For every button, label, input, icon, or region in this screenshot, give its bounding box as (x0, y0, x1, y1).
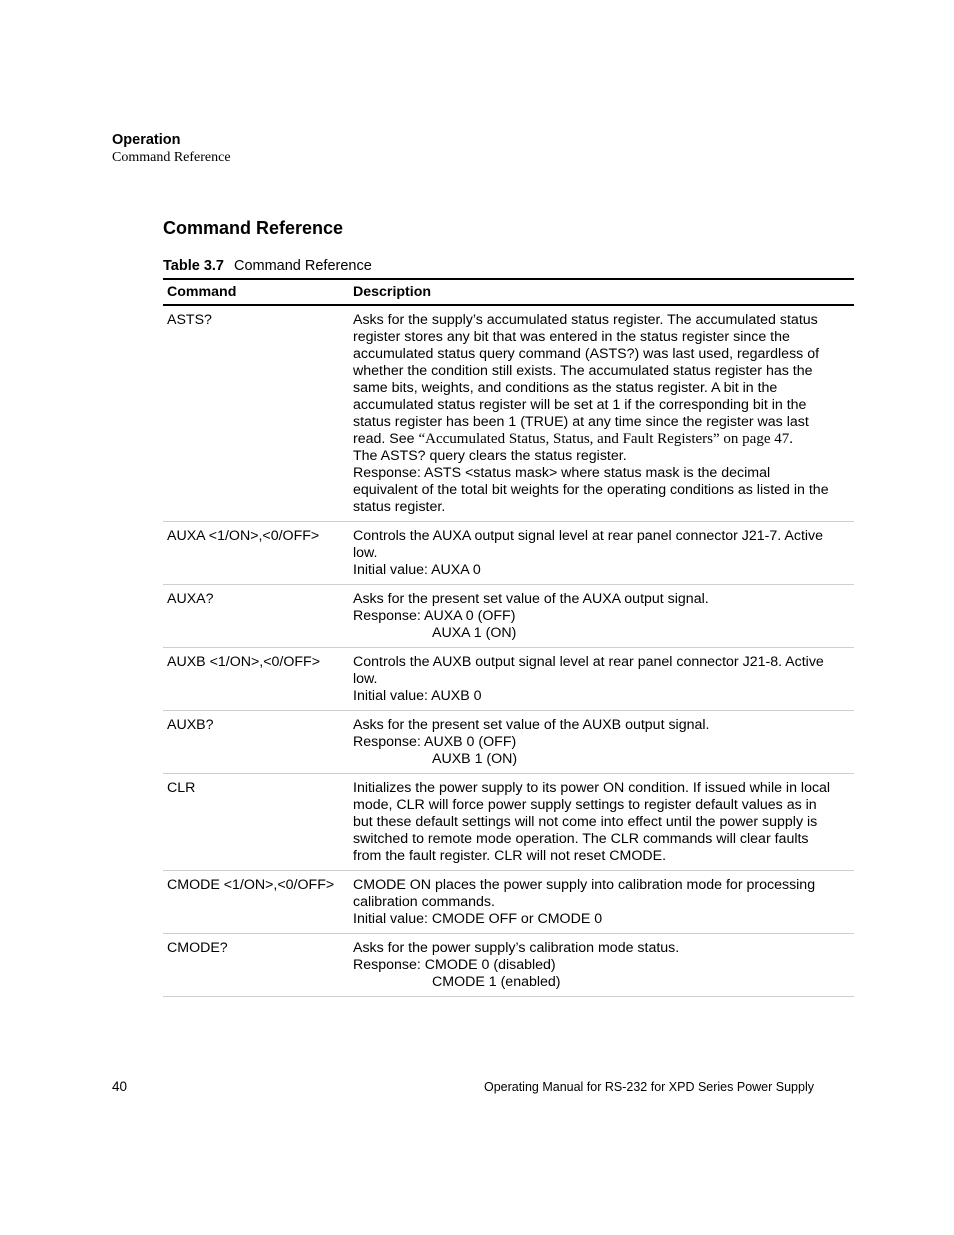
cross-reference-link[interactable]: “Accumulated Status, Status, and Fault Registers” on page 47. (418, 431, 793, 447)
description-line: Response: ASTS <status mask> where status mask is the decimal (353, 465, 771, 481)
description-line: but these default settings will not come into effect until the power supply is (353, 814, 818, 830)
description-line: Asks for the present set value of the AUXB output signal. (353, 717, 710, 733)
table-row (163, 648, 854, 711)
description-line: accumulated status register will be set at 1 if the corresponding bit in the (353, 397, 807, 413)
table-body (163, 305, 854, 997)
table-header-row (163, 279, 854, 305)
header-description: Description (349, 279, 854, 305)
description-cell (349, 305, 854, 522)
description-line: Response: AUXA 0 (OFF) (353, 608, 516, 624)
description-line: status register. (353, 499, 446, 515)
description-line: Initializes the power supply to its power ON condition. If issued while in local (353, 780, 831, 796)
table-row (163, 934, 854, 997)
description-cell (349, 522, 854, 585)
command-cell: ASTS? (163, 305, 349, 522)
description-line (353, 431, 850, 448)
description-line: Asks for the supply’s accumulated status register. The accumulated status (353, 312, 818, 328)
description-cell (349, 871, 854, 934)
description-line: Initial value: AUXB 0 (353, 688, 482, 704)
description-line: Initial value: AUXA 0 (353, 562, 481, 578)
description-line: Controls the AUXA output signal level at rear panel connector J21-7. Active (353, 528, 824, 544)
command-table (163, 278, 854, 997)
table-row (163, 711, 854, 774)
description-line: same bits, weights, and conditions as the status register. A bit in the (353, 380, 778, 396)
table-number: Table 3.7 (163, 258, 224, 274)
description-line: status register has been 1 (TRUE) at any time since the register was last (353, 414, 809, 430)
command-cell: AUXA <1/ON>,<0/OFF> (163, 522, 349, 585)
footer-title: Operating Manual for RS-232 for XPD Series Power Supply (483, 1080, 814, 1094)
description-line: Response: CMODE 0 (disabled) (353, 957, 556, 973)
description-line: Controls the AUXB output signal level at rear panel connector J21-8. Active (353, 654, 824, 670)
description-line: calibration commands. (353, 894, 495, 910)
description-line: Initial value: CMODE OFF or CMODE 0 (353, 911, 603, 927)
command-cell: CMODE? (163, 934, 349, 997)
description-cell (349, 774, 854, 871)
description-line: AUXB 1 (ON) (432, 751, 518, 767)
command-cell: CLR (163, 774, 349, 871)
description-line: from the fault register. CLR will not reset CMODE. (353, 848, 667, 864)
command-cell: CMODE <1/ON>,<0/OFF> (163, 871, 349, 934)
command-cell: AUXB <1/ON>,<0/OFF> (163, 648, 349, 711)
description-line: CMODE 1 (enabled) (432, 974, 561, 990)
running-head-subsection: Command Reference (112, 150, 231, 165)
description-line: AUXA 1 (ON) (432, 625, 517, 641)
section-heading: Command Reference (163, 218, 344, 238)
description-line: register stores any bit that was entered in the status register since the (353, 329, 790, 345)
table-row (163, 305, 854, 522)
description-line: mode, CLR will force power supply settings to register default values as in (353, 797, 817, 813)
reference-prefix: read. See (353, 431, 419, 447)
table-row (163, 774, 854, 871)
running-head (112, 131, 231, 167)
description-line: The ASTS? query clears the status register. (353, 448, 627, 464)
table-caption (163, 258, 372, 274)
description-line: CMODE ON places the power supply into calibration mode for processing (353, 877, 816, 893)
header-command: Command (163, 279, 349, 305)
page-number: 40 (112, 1079, 128, 1094)
table-row (163, 585, 854, 648)
description-line: switched to remote mode operation. The CLR commands will clear faults (353, 831, 809, 847)
description-cell (349, 934, 854, 997)
description-line: low. (353, 671, 378, 687)
table-row (163, 522, 854, 585)
table-title: Command Reference (233, 258, 372, 274)
description-cell (349, 648, 854, 711)
table-row (163, 871, 854, 934)
description-cell (349, 585, 854, 648)
description-line: Response: AUXB 0 (OFF) (353, 734, 517, 750)
command-cell: AUXB? (163, 711, 349, 774)
description-line: low. (353, 545, 378, 561)
description-line: accumulated status query command (ASTS?) was last used, regardless of (353, 346, 820, 362)
command-cell: AUXA? (163, 585, 349, 648)
description-cell (349, 711, 854, 774)
running-head-section: Operation (112, 132, 181, 148)
description-line: Asks for the power supply’s calibration mode status. (353, 940, 680, 956)
description-line: equivalent of the total bit weights for the operating conditions as listed in the (353, 482, 829, 498)
description-line: Asks for the present set value of the AUXA output signal. (353, 591, 709, 607)
description-line: whether the condition still exists. The accumulated status register has the (353, 363, 813, 379)
